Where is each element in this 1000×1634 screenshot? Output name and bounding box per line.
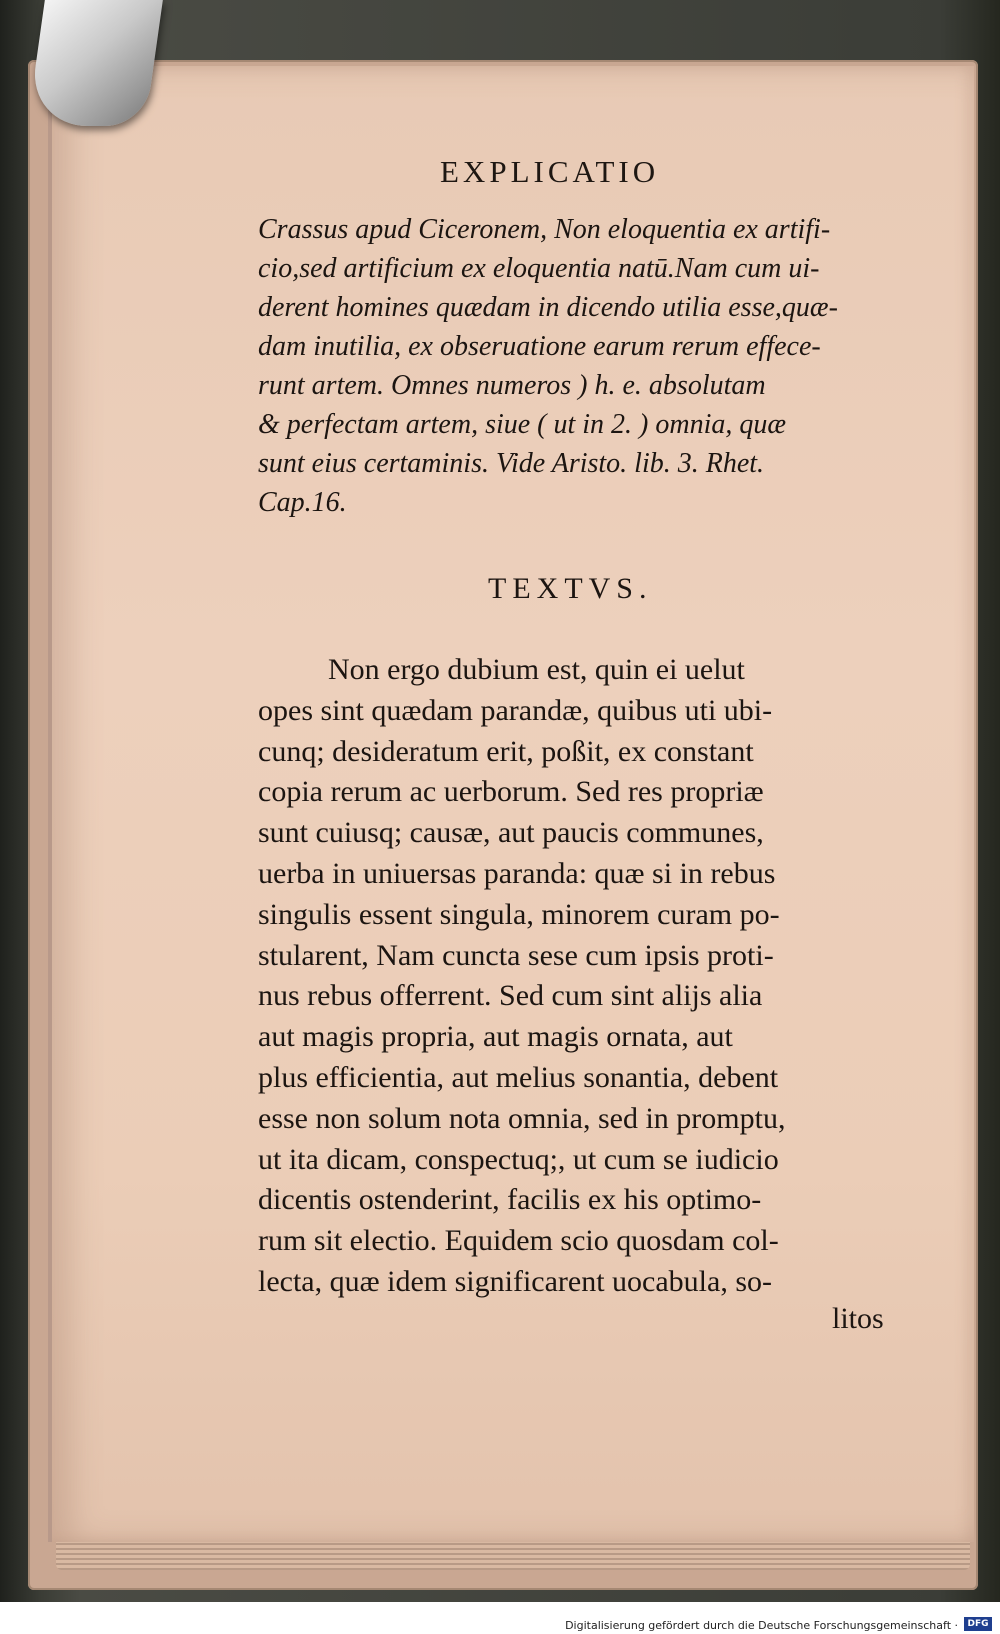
text-line: cunq; desideratum erit, poßit, ex constant bbox=[258, 734, 754, 768]
commentary-block bbox=[258, 210, 918, 522]
text-line: plus efficientia, aut melius sonantia, debent bbox=[258, 1060, 779, 1094]
digitization-credit: Digitalisierung gefördert durch die Deutsche Forschungsgemeinschaft · bbox=[565, 1619, 958, 1632]
text-line: copia rerum ac uerborum. Sed res propriæ bbox=[258, 775, 764, 809]
commentary-line: dam inutilia, ex obseruatione earum rerum effece- bbox=[258, 331, 821, 362]
dfg-logo: DFG bbox=[964, 1617, 992, 1631]
commentary-line: & perfectam artem, siue ( ut in 2. ) omnia, quæ bbox=[258, 409, 787, 440]
text-line: Non ergo dubium est, quin ei uelut bbox=[328, 653, 745, 686]
text-line: singulis essent singula, minorem curam po- bbox=[258, 897, 780, 931]
text-line: lecta, quæ idem significarent uocabula, so- bbox=[258, 1264, 772, 1298]
text-line: esse non solum nota omnia, sed in promptu, bbox=[258, 1101, 786, 1135]
text-line: aut magis propria, aut magis ornata, aut bbox=[258, 1020, 733, 1054]
text-line: uerba in uniuersas paranda: quæ si in rebus bbox=[258, 856, 776, 890]
text-line: ut ita dicam, conspectuq;, ut cum se iudicio bbox=[258, 1142, 779, 1176]
commentary-line: Cap.16. bbox=[258, 487, 347, 518]
running-head: EXPLICATIO bbox=[440, 154, 660, 189]
commentary-line: derent homines quædam in dicendo utilia esse,quæ- bbox=[258, 292, 838, 323]
commentary-line: runt artem. Omnes numeros ) h. e. absolutam bbox=[258, 370, 766, 401]
text-line: stularent, Nam cuncta sese cum ipsis proti- bbox=[258, 938, 774, 972]
main-text-block bbox=[258, 650, 928, 1303]
page-edges bbox=[56, 1540, 970, 1570]
text-line: sunt cuiusq; causæ, aut paucis communes, bbox=[258, 816, 764, 850]
catchword: litos bbox=[832, 1302, 884, 1335]
commentary-line: sunt eius certaminis. Vide Aristo. lib. 3. Rhet. bbox=[258, 448, 765, 479]
text-line: nus rebus offerrent. Sed cum sint alijs alia bbox=[258, 979, 763, 1013]
text-line: rum sit electio. Equidem scio quosdam col- bbox=[258, 1224, 779, 1258]
commentary-line: Crassus apud Ciceronem, Non eloquentia ex artifi- bbox=[258, 214, 831, 245]
section-title: TEXTVS. bbox=[488, 572, 653, 605]
commentary-line: cio,sed artificium ex eloquentia natū.Nam cum ui- bbox=[258, 253, 820, 284]
text-line: opes sint quædam parandæ, quibus uti ubi- bbox=[258, 693, 773, 727]
text-line: dicentis ostenderint, facilis ex his optimo- bbox=[258, 1183, 762, 1217]
